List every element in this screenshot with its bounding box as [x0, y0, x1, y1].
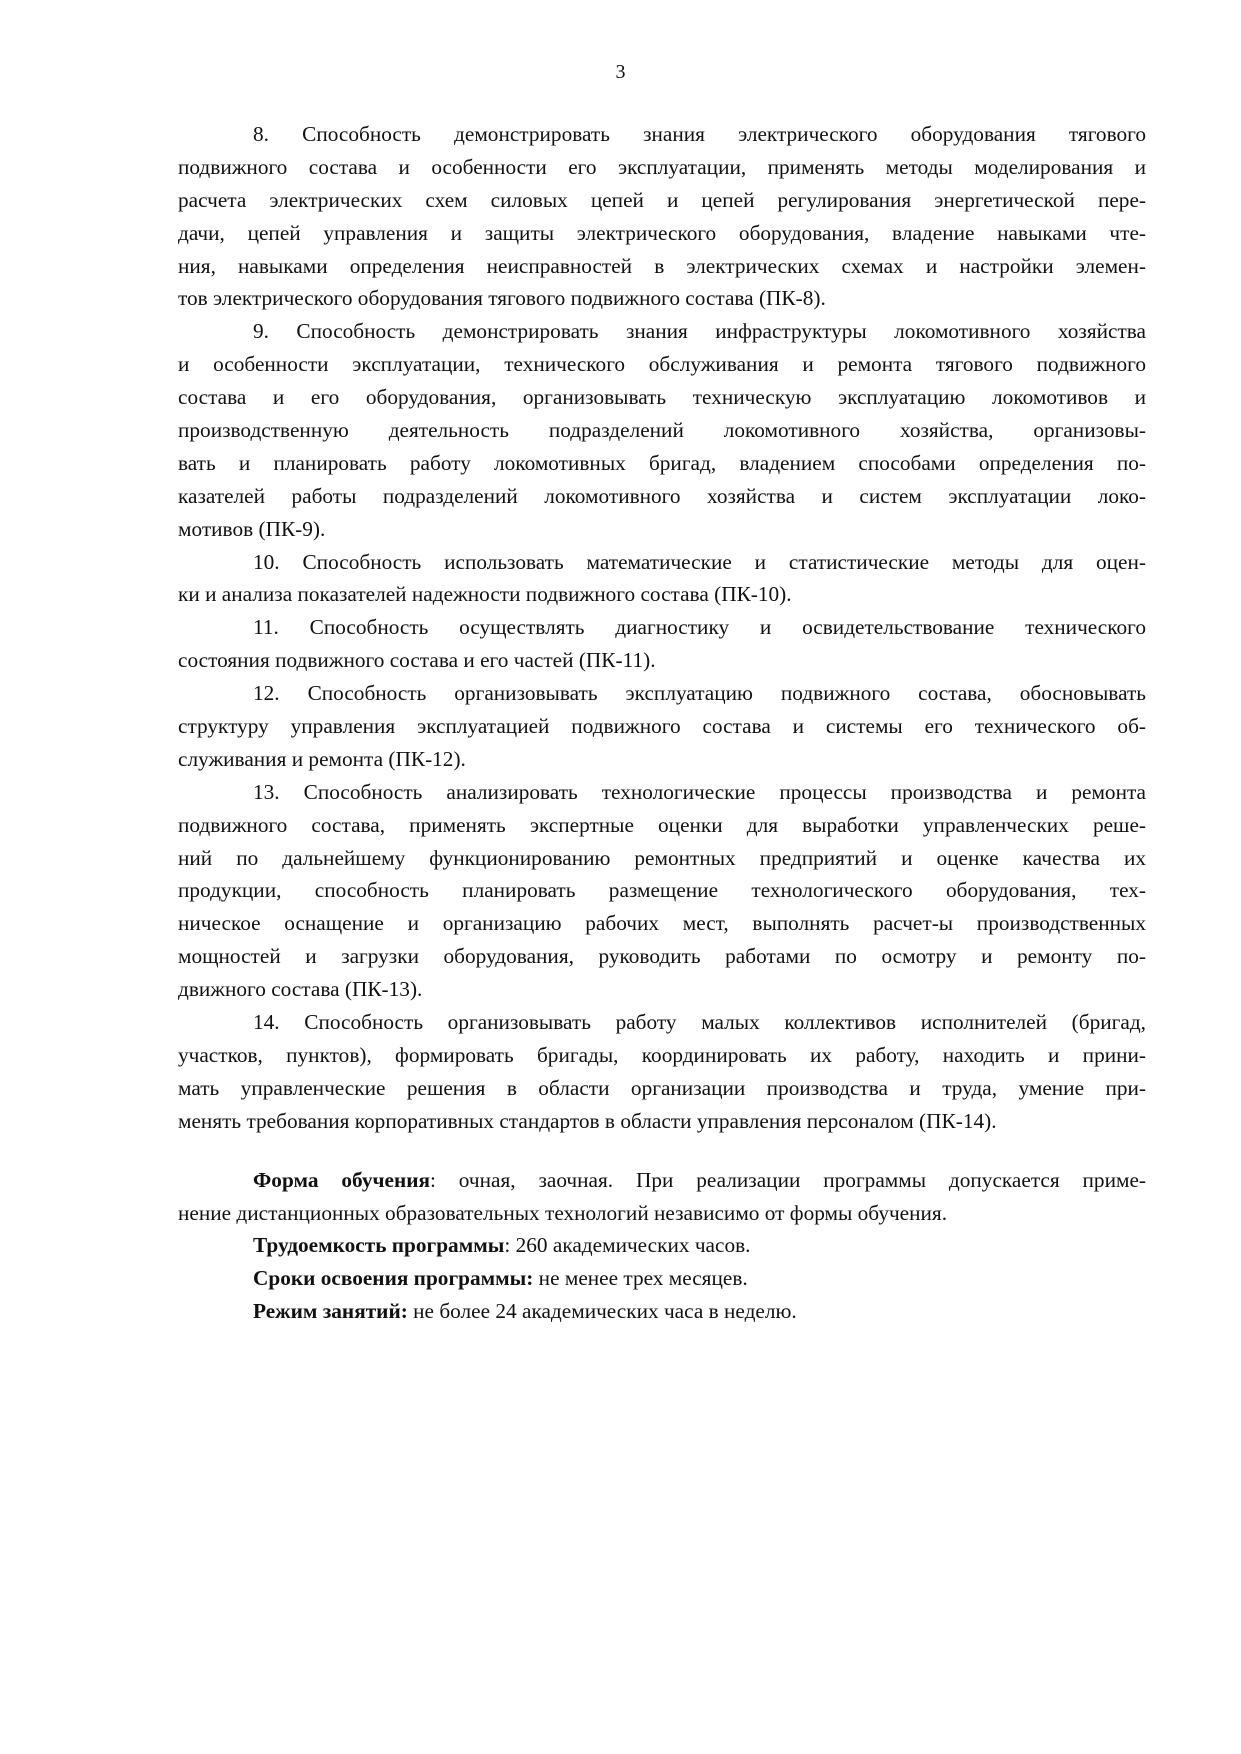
- text-line: мать управленческие решения в области организации производства и труда, умение при-: [178, 1075, 1146, 1100]
- schedule-label: Режим занятий:: [253, 1299, 408, 1324]
- study-form-label: Форма обучения: [253, 1167, 431, 1192]
- text-line: вать и планировать работу локомотивных бригад, владением способами определения по-: [178, 450, 1146, 475]
- competency-pk-10: [178, 546, 1146, 612]
- schedule-line: [178, 1295, 1146, 1328]
- duration-value: не менее трех месяцев.: [533, 1266, 748, 1291]
- study-form-value: : очная, заочная. При реализации программы допускается приме-: [430, 1167, 1146, 1192]
- text-line: ки и анализа показателей надежности подвижного состава (ПК-10).: [178, 582, 792, 607]
- text-line: мощностей и загрузки оборудования, руководить работами по осмотру и ремонту по-: [178, 944, 1146, 969]
- text-line: ний по дальнейшему функционированию ремонтных предприятий и оценке качества их: [178, 845, 1146, 870]
- text-line: мотивов (ПК-9).: [178, 516, 326, 541]
- competency-pk-11: [178, 611, 1146, 677]
- text-line: дачи, цепей управления и защиты электрического оборудования, владение навыками чте-: [178, 220, 1146, 245]
- workload-label: Трудоемкость программы: [253, 1233, 505, 1258]
- text-line: менять требования корпоративных стандартов в области управления персоналом (ПК-14).: [178, 1108, 997, 1133]
- document-body: [178, 118, 1146, 1328]
- competency-pk-9: [178, 315, 1146, 545]
- text-line: расчета электрических схем силовых цепей и цепей регулирования энергетической пере-: [178, 187, 1146, 212]
- text-line: служивания и ремонта (ПК-12).: [178, 746, 466, 771]
- study-form-continuation: нение дистанционных образовательных технологий независимо от формы обучения.: [178, 1200, 948, 1225]
- schedule-value: не более 24 академических часа в неделю.: [407, 1299, 797, 1324]
- text-line: казателей работы подразделений локомотивного хозяйства и систем эксплуатации локо-: [178, 483, 1146, 508]
- text-line: 12. Способность организовывать эксплуатацию подвижного состава, обосновывать: [253, 681, 1146, 706]
- text-line: 10. Способность использовать математические и статистические методы для оцен-: [253, 549, 1146, 574]
- program-info: [178, 1164, 1146, 1328]
- study-form-line: [178, 1164, 1146, 1197]
- text-line: подвижного состава и особенности его эксплуатации, применять методы моделирования и: [178, 154, 1146, 179]
- text-line: подвижного состава, применять экспертные оценки для выработки управленческих реше-: [178, 812, 1146, 837]
- duration-line: [178, 1262, 1146, 1295]
- text-line: 13. Способность анализировать технологические процессы производства и ремонта: [253, 779, 1146, 804]
- text-line: 8. Способность демонстрировать знания электрического оборудования тягового: [253, 122, 1146, 146]
- text-line: 9. Способность демонстрировать знания инфраструктуры локомотивного хозяйства: [253, 319, 1146, 344]
- text-line: производственную деятельность подразделений локомотивного хозяйства, организовы-: [178, 418, 1146, 443]
- page-number: 3: [615, 61, 626, 83]
- text-line: состояния подвижного состава и его частей (ПК-11).: [178, 648, 656, 673]
- text-line: участков, пунктов), формировать бригады, координировать их работу, находить и прини-: [178, 1042, 1146, 1067]
- text-line: движного состава (ПК-13).: [178, 977, 423, 1002]
- spacer: [178, 1138, 1146, 1164]
- text-line: продукции, способность планировать размещение технологического оборудования, тех-: [178, 878, 1146, 903]
- text-line: структуру управления эксплуатацией подвижного состава и системы его технического об-: [178, 714, 1146, 739]
- duration-label: Сроки освоения программы:: [253, 1266, 534, 1291]
- text-line: и особенности эксплуатации, технического обслуживания и ремонта тягового подвижного: [178, 352, 1146, 377]
- competency-pk-13: [178, 776, 1146, 1006]
- text-line: состава и его оборудования, организовывать техническую эксплуатацию локомотивов и: [178, 385, 1146, 410]
- text-line: ническое оснащение и организацию рабочих мест, выполнять расчет-ы производственных: [178, 911, 1146, 936]
- workload-line: [178, 1229, 1146, 1262]
- text-line: ния, навыками определения неисправностей в электрических схемах и настройки элемен-: [178, 253, 1146, 278]
- workload-value: : 260 академических часов.: [504, 1233, 751, 1258]
- competency-pk-8: [178, 118, 1146, 315]
- text-line: тов электрического оборудования тягового подвижного состава (ПК-8).: [178, 286, 826, 311]
- competency-pk-14: [178, 1006, 1146, 1138]
- text-line: 11. Способность осуществлять диагностику и освидетельствование технического: [253, 615, 1146, 640]
- competency-pk-12: [178, 677, 1146, 776]
- text-line: 14. Способность организовывать работу малых коллективов исполнителей (бригад,: [253, 1010, 1146, 1035]
